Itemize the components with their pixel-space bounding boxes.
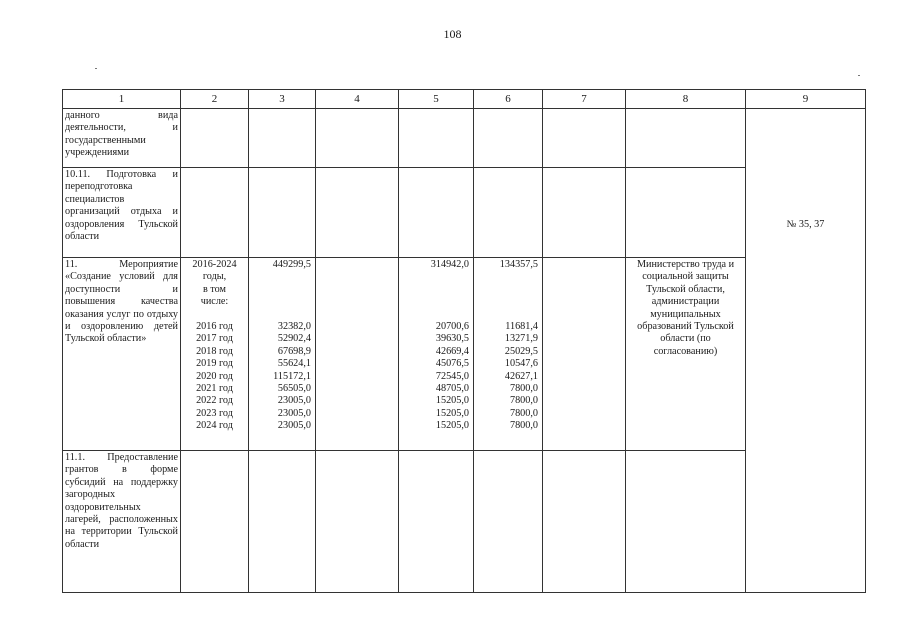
- table-row: [63, 451, 866, 593]
- total-cell: 449299,5 32382,0 52902,4 67698,9 55624,1 115172,1 56505,0 23005,0 23005,0 23005,0: [249, 258, 316, 451]
- empty-cell: [399, 109, 474, 168]
- municipal-budget-cell: 134357,5 11681,4 13271,9 25029,5 10547,6 42627,1 7800,0 7800,0 7800,0 7800,0: [474, 258, 543, 451]
- empty-cell: [181, 451, 249, 593]
- table-row: [63, 258, 866, 451]
- header-col-6: 6: [474, 90, 543, 109]
- empty-cell: [543, 451, 626, 593]
- empty-cell: [543, 258, 626, 451]
- scan-speck: [95, 68, 97, 69]
- empty-cell: [474, 109, 543, 168]
- table-row: [63, 109, 866, 168]
- indicator-cell: [746, 109, 866, 593]
- empty-cell: [474, 168, 543, 258]
- table-row: [63, 168, 866, 258]
- page-number: 108: [443, 27, 462, 41]
- header-col-4: 4: [316, 90, 399, 109]
- empty-cell: [316, 451, 399, 593]
- activity-cell: данного вида деятельности, и государственными учреждениями: [63, 109, 181, 168]
- empty-cell: [249, 451, 316, 593]
- empty-cell: [399, 168, 474, 258]
- empty-cell: [181, 168, 249, 258]
- activity-cell: 11.1. Предоставление грантов в форме субсидий на поддержку загородных оздоровительных лагерей, расположенных на территории Тульской области: [63, 451, 181, 593]
- header-col-1: 1: [63, 90, 181, 109]
- empty-cell: [181, 109, 249, 168]
- activity-cell: 10.11. Подготовка и переподготовка специалистов организаций отдыха и оздоровления Тульской области: [63, 168, 181, 258]
- empty-cell: [316, 258, 399, 451]
- header-col-3: 3: [249, 90, 316, 109]
- empty-cell: [626, 451, 746, 593]
- empty-cell: [399, 451, 474, 593]
- empty-cell: [543, 109, 626, 168]
- empty-cell: [543, 168, 626, 258]
- empty-cell: [249, 109, 316, 168]
- activity-cell: 11. Мероприятие «Создание условий для доступности и повышения качества оказания услуг по отдыху и оздоровлению детей Тульской области»: [63, 258, 181, 451]
- program-table: [62, 89, 866, 593]
- empty-cell: [474, 451, 543, 593]
- empty-cell: [249, 168, 316, 258]
- indicator-text: № 35, 37: [786, 219, 825, 230]
- executor-cell: Министерство труда и социальной защиты Тульской области, администрации муниципальных образований Тульской области (по согласованию): [626, 258, 746, 451]
- empty-cell: [626, 168, 746, 258]
- header-col-8: 8: [626, 90, 746, 109]
- header-col-7: 7: [543, 90, 626, 109]
- empty-cell: [626, 109, 746, 168]
- header-col-5: 5: [399, 90, 474, 109]
- regional-budget-cell: 314942,0 20700,6 39630,5 42669,4 45076,5 72545,0 48705,0 15205,0 15205,0 15205,0: [399, 258, 474, 451]
- period-cell: 2016-2024 годы, в том числе: 2016 год 2017 год 2018 год 2019 год 2020 год 2021 год 2022 год 2023 год 2024 год: [181, 258, 249, 451]
- scan-speck: [858, 75, 860, 76]
- empty-cell: [316, 168, 399, 258]
- header-row: [63, 90, 866, 109]
- header-col-9: 9: [746, 90, 866, 109]
- empty-cell: [316, 109, 399, 168]
- header-col-2: 2: [181, 90, 249, 109]
